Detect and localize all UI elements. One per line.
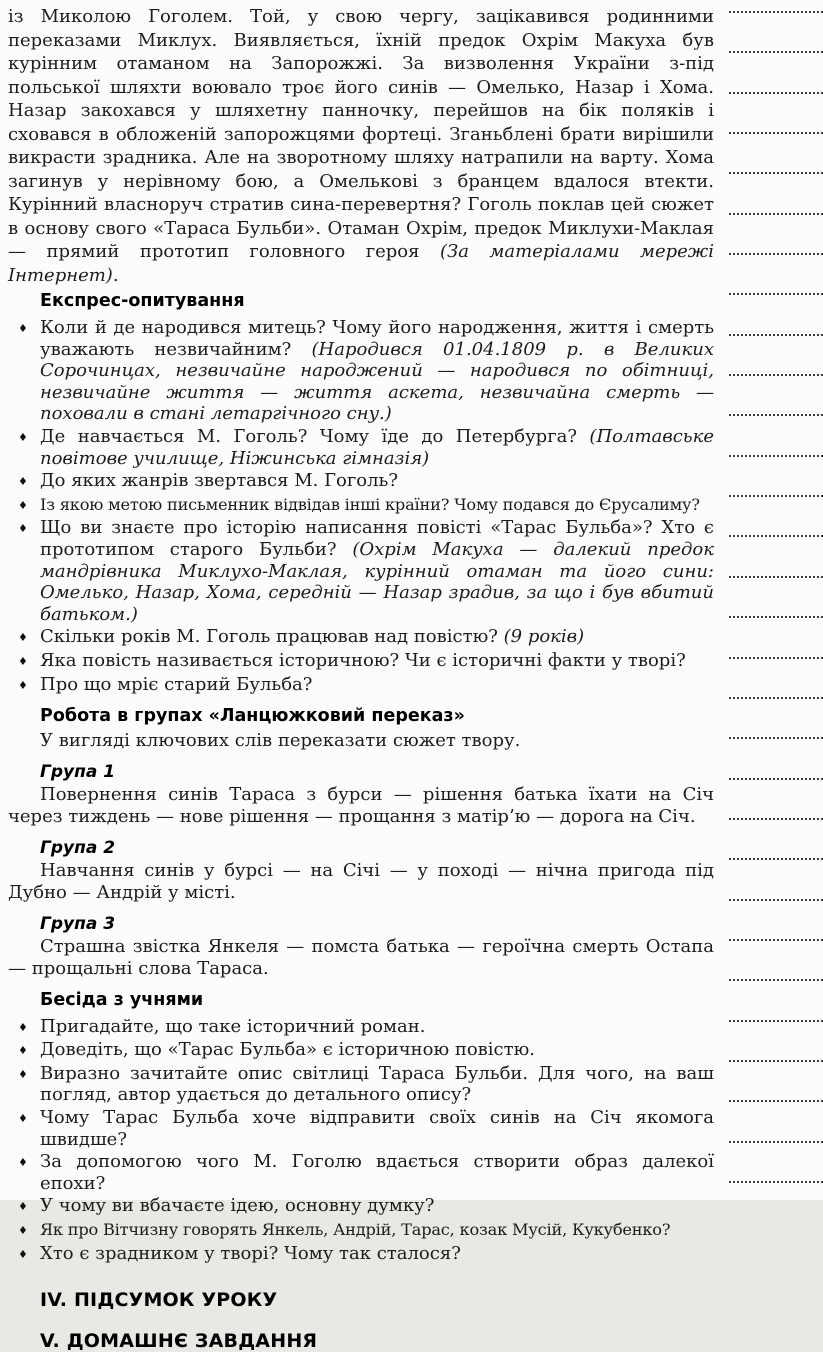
note-line (729, 818, 823, 820)
diamond-bullet-icon: ♦ (18, 631, 28, 645)
item-answer: (Охрім Макуха — далекий предок мандрівника Миклухо-Маклая, курінний отаман та його сини: Омелько, Назар, Хома, середній — Назар зрадив, за що і був вбитий батьком.) (40, 538, 714, 625)
diamond-bullet-icon: ♦ (18, 1111, 28, 1125)
note-line (729, 51, 823, 53)
diamond-bullet-icon: ♦ (18, 475, 28, 489)
intro-source-suffix: . (112, 264, 119, 286)
section-heading-besida: Бесіда з учнями (40, 989, 204, 1010)
note-line (729, 535, 823, 537)
item-question: У чому ви вбачаєте ідею, основну думку? (40, 1195, 435, 1217)
group-summary: Навчання синів у бурсі — на Січі — у поході — нічна пригода під Дубно — Андрій у місті. (8, 859, 714, 904)
note-line (729, 11, 823, 13)
item-question: Яка повість називається історичною? Чи є історичні факти у творі? (40, 649, 686, 671)
note-line (729, 172, 823, 174)
section-heading-groups: Робота в групах «Ланцюжковий переказ» (40, 706, 465, 727)
diamond-bullet-icon: ♦ (18, 522, 28, 536)
diamond-bullet-icon: ♦ (18, 1156, 28, 1170)
group-label: Група 2 (40, 837, 116, 858)
item-question: Пригадайте, що таке історичний роман. (40, 1015, 426, 1037)
note-line (729, 778, 823, 780)
note-line (729, 1100, 823, 1102)
diamond-bullet-icon: ♦ (18, 1200, 28, 1214)
diamond-bullet-icon: ♦ (18, 430, 28, 444)
item-question: За допомогою чого М. Гоголю вдається створити образ далекої епохи? (40, 1151, 714, 1194)
note-line (729, 253, 823, 255)
section-heading-express: Експрес-опитування (40, 291, 245, 311)
note-line (729, 1020, 823, 1022)
item-question: Про що мріє старий Бульба? (40, 673, 313, 695)
express-item (18, 494, 714, 517)
note-line (729, 979, 823, 981)
main-text-column (8, 5, 714, 1352)
item-question: Коли й де народився митець? Чому його народження, життя і смерть уважають незвичайним? (40, 317, 714, 360)
item-answer: (Полтавське повітове училище, Ніжинська гімназія) (40, 425, 714, 469)
note-line (729, 1060, 823, 1062)
item-answer: (Народився 01.04.1809 р. в Великих Сорочинцах, незвичайне народжений — народився по обітниці, незвичайне життя — життя аскета, незвичайна смерть — поховали в стані летаргічного сну.) (40, 338, 714, 425)
diamond-bullet-icon: ♦ (18, 1044, 28, 1058)
note-line (729, 657, 823, 659)
diamond-bullet-icon: ♦ (18, 654, 28, 668)
note-line (729, 374, 823, 376)
note-line (729, 414, 823, 416)
diamond-bullet-icon: ♦ (18, 1020, 28, 1034)
express-item (18, 674, 714, 697)
express-question-list (8, 317, 714, 696)
section-heading-homework: V. ДОМАШНЄ ЗАВДАННЯ (40, 1330, 318, 1352)
note-line (729, 737, 823, 739)
besida-item (18, 1107, 714, 1150)
note-line (729, 92, 823, 94)
section-heading-summary: IV. ПІДСУМОК УРОКУ (40, 1289, 278, 1312)
besida-item (18, 1195, 714, 1218)
item-question: Із якою метою письменник відвідав інші країни? Чому подався до Єрусалиму? (40, 494, 700, 514)
express-item (18, 470, 714, 493)
intro-source: (За матеріалами мережі Інтернет) (8, 241, 714, 286)
diamond-bullet-icon: ♦ (18, 1223, 28, 1237)
group-summary: Повернення синів Тараса з бурси — рішення батька їхати на Січ через тиждень — нове рішення — прощання з матір’ю — дорога на Січ. (8, 783, 714, 828)
item-question: Виразно зачитайте опис світлиці Тараса Бульби. Для чого, на ваш погляд, автор удається до детального опису? (40, 1062, 714, 1106)
note-line (729, 334, 823, 336)
item-question: Хто є зрадником у творі? Чому так сталося? (40, 1242, 461, 1264)
note-line (729, 132, 823, 134)
note-line (729, 1181, 823, 1183)
express-item (18, 517, 714, 625)
note-line (729, 495, 823, 497)
item-question: До яких жанрів звертався М. Гоголь? (40, 470, 398, 492)
group-label: Група 1 (40, 761, 116, 782)
note-line (729, 939, 823, 941)
besida-item (18, 1243, 714, 1266)
note-line (729, 213, 823, 215)
intro-paragraph (8, 5, 714, 287)
diamond-bullet-icon: ♦ (18, 322, 28, 335)
note-line (729, 293, 823, 295)
item-question: Доведіть, що «Тарас Бульба» є історичною повістю. (40, 1039, 535, 1061)
besida-question-list (8, 1016, 714, 1266)
item-answer: (9 років) (503, 626, 585, 648)
besida-item (18, 1063, 714, 1106)
group-label: Група 3 (40, 913, 116, 934)
diamond-bullet-icon: ♦ (18, 1247, 28, 1261)
note-line (729, 616, 823, 618)
diamond-bullet-icon: ♦ (18, 678, 28, 692)
note-line (729, 858, 823, 860)
diamond-bullet-icon: ♦ (18, 498, 28, 512)
item-question: Що ви знаєте про історію написання повісті «Тарас Бульба»? Хто є прототипом старого Бульби? (40, 517, 714, 560)
note-line (729, 455, 823, 457)
item-question: Де навчається М. Гоголь? Чому їде до Петербурга? (40, 425, 590, 447)
express-item (18, 426, 714, 469)
item-question: Чому Тарас Бульба хоче відправити своїх синів на Січ якомога швидше? (40, 1106, 714, 1150)
besida-item (18, 1016, 714, 1039)
express-item (18, 317, 714, 425)
besida-item (18, 1039, 714, 1062)
note-line (729, 576, 823, 578)
groups-intro: У вигляді ключових слів переказати сюжет твору. (40, 730, 521, 752)
note-line (729, 1141, 823, 1143)
besida-item (18, 1219, 714, 1242)
item-question: Як про Вітчизну говорять Янкель, Андрій, Тарас, козак Мусій, Кукубенко? (40, 1219, 671, 1239)
group-summary: Страшна звістка Янкеля — помста батька — героїчна смерть Остапа — прощальні слова Тараса. (8, 935, 714, 980)
diamond-bullet-icon: ♦ (18, 1067, 28, 1081)
margin-notes (729, 11, 823, 1183)
intro-text: із Миколою Гоголем. Той, у свою чергу, зацікавився родинними переказами Миклух. Виявляється, їхній предок Охрім Макуха був курінним отаманом на Запорожжі. За визволення України з-під польської шляхти воювало троє його синів — Омелько, Назар і Хома. Назар закохався у шляхетну панночку, перейшов на бік поляків і сховався в обложеній запорожцями фортеці. Зганьблені брати вирішили викрасти зрадника. Але на зворотному шляху натрапили на варту. Хома загинув у нерівному бою, а Омелькові з бранцем вдалося втекти. Курінний власноруч стратив сина-перевертня? Гоголь поклав цей сюжет в основу свого «Тараса Бульби». Отаман Охрім, предок Миклухи-Маклая — прямий прототип головного героя (8, 6, 714, 262)
note-line (729, 899, 823, 901)
besida-item (18, 1151, 714, 1194)
item-question: Скільки років М. Гоголь працював над повістю? (40, 626, 504, 648)
express-item (18, 626, 714, 649)
express-item (18, 650, 714, 673)
note-line (729, 697, 823, 699)
